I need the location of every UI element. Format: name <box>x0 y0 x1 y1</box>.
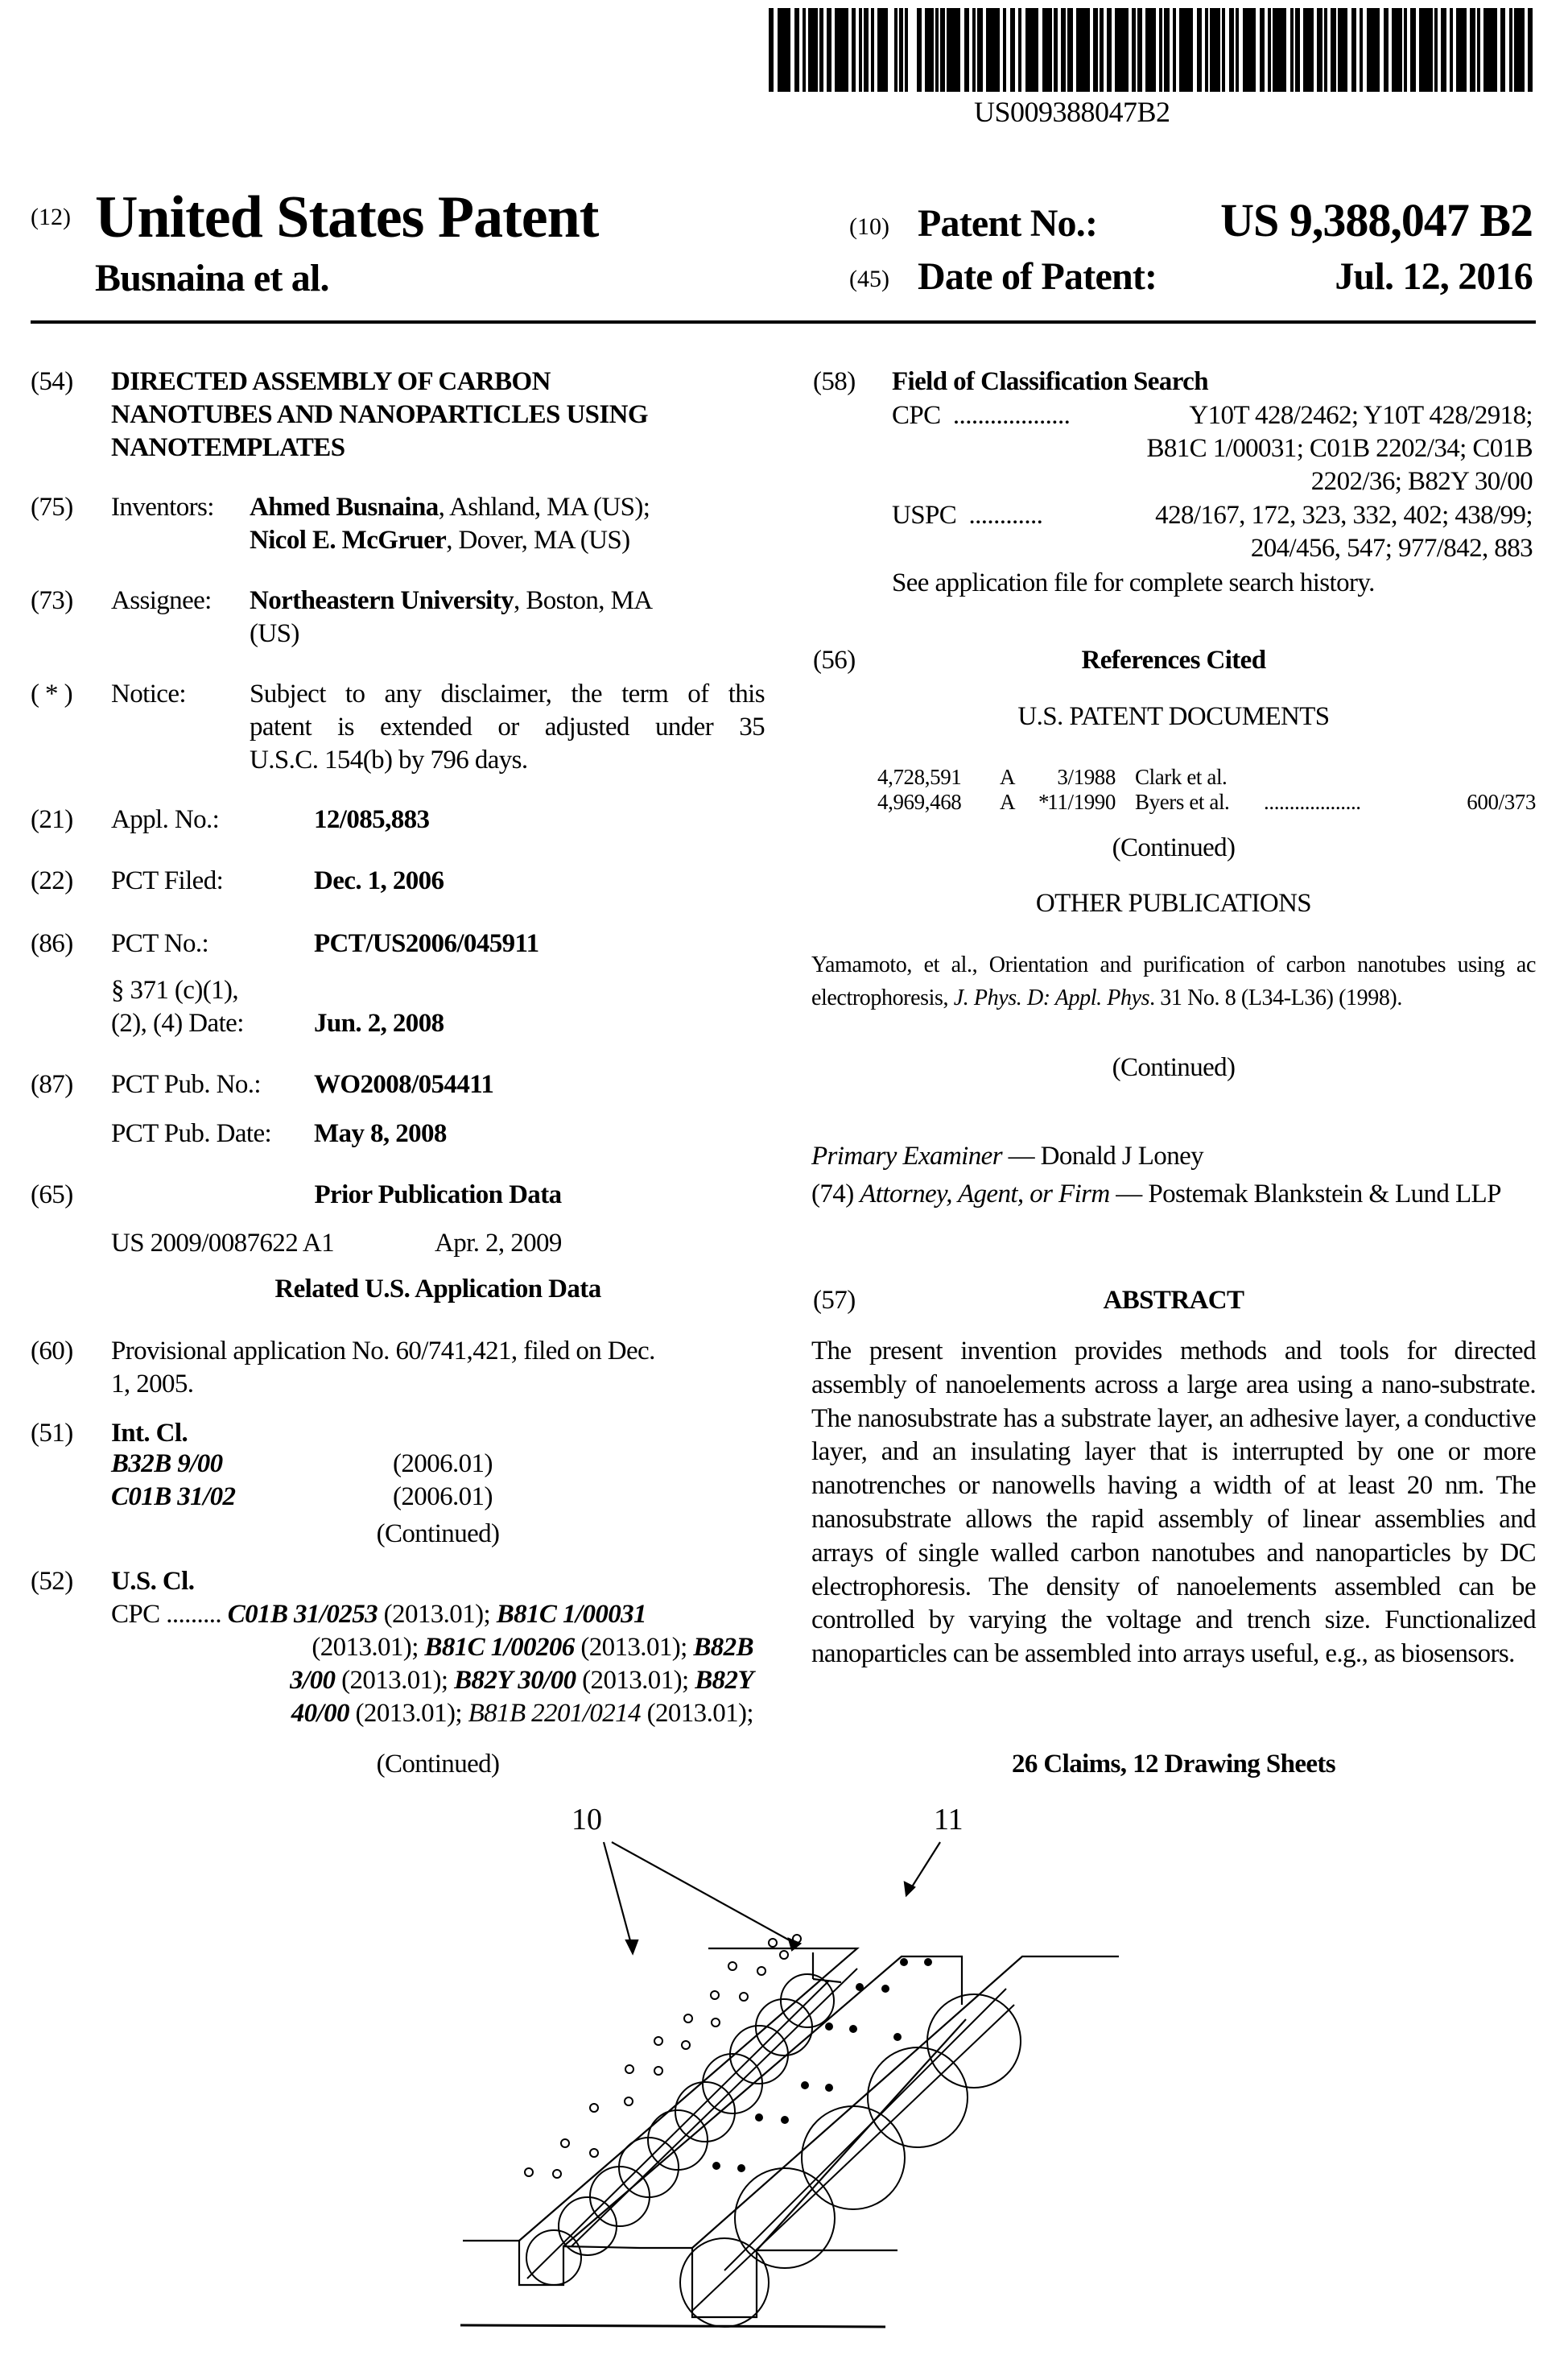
int-cl-continued: (Continued) <box>376 1519 500 1548</box>
barcode-bar <box>1338 8 1348 92</box>
other-pub-continued: (Continued) <box>1112 1053 1236 1082</box>
int-cl-1-version: (2006.01) <box>393 1449 493 1478</box>
barcode-bar <box>1419 8 1433 92</box>
pct-no: PCT/US2006/045911 <box>314 929 539 958</box>
appl-no-label: Appl. No.: <box>111 805 220 834</box>
barcode-bar <box>1042 8 1053 92</box>
int-cl-1-code: B32B 9/00 <box>111 1449 223 1478</box>
barcode-bar <box>835 8 848 92</box>
barcode-bar <box>1456 8 1467 92</box>
barcode-bar <box>877 8 888 92</box>
primary-examiner-name: Donald J Loney <box>1040 1142 1204 1171</box>
cpc-class-c01b-31-0253: C01B 31/0253 <box>227 1600 378 1629</box>
us-cl-cpc-line-3 <box>290 1664 753 1697</box>
cpc-version: (2013.01); <box>349 1699 468 1728</box>
inid-code-52: (52) <box>31 1567 73 1596</box>
cpc-class-code: B82B <box>693 1633 753 1662</box>
barcode-bar <box>1243 8 1256 92</box>
barcode-bar <box>1303 8 1314 92</box>
search-uspc-line-1: 428/167, 172, 323, 332, 402; 438/99; <box>1155 501 1533 530</box>
cpc-class-code: B82Y <box>695 1666 753 1695</box>
patent-date-label: Date of Patent: <box>918 255 1157 298</box>
int-cl-heading: Int. Cl. <box>111 1419 188 1448</box>
primary-examiner <box>811 1140 1203 1173</box>
other-pub-journal: J. Phys. D: Appl. Phys <box>953 985 1150 1010</box>
claims-and-sheets: 26 Claims, 12 Drawing Sheets <box>1011 1750 1336 1779</box>
search-cpc-line-1: Y10T 428/2462; Y10T 428/2918; <box>1189 401 1533 430</box>
cpc-class-b81c-1-00031: B81C 1/00031 <box>496 1600 646 1629</box>
ref-class: 600/373 <box>1467 790 1536 814</box>
inid-code-74: (74) <box>811 1180 854 1208</box>
barcode-bar <box>1115 8 1129 92</box>
search-history-note: See application file for complete search history. <box>892 568 1375 597</box>
provisional-line-2: 1, 2005. <box>111 1370 194 1399</box>
patent-number-label: Patent No.: <box>918 202 1098 245</box>
barcode-bar <box>1076 8 1090 92</box>
pct-pub-date: May 8, 2008 <box>314 1119 447 1148</box>
us-patent-documents-heading: U.S. PATENT DOCUMENTS <box>1017 702 1330 731</box>
inventor-1-name: Ahmed Busnaina <box>250 493 439 522</box>
field-of-search-heading: Field of Classification Search <box>892 367 1208 396</box>
ref-date: 3/1988 <box>1057 765 1116 789</box>
search-cpc-line-3: 2202/36; B82Y 30/00 <box>1310 467 1533 496</box>
search-cpc-label-text: CPC <box>892 401 941 430</box>
cpc-version: (2013.01); <box>335 1666 455 1695</box>
barcode-bar <box>947 8 960 92</box>
provisional-line-1: Provisional application No. 60/741,421, filed on Dec. <box>111 1337 655 1365</box>
inid-code-56: (56) <box>813 646 856 675</box>
barcode-bar <box>1514 8 1525 92</box>
abstract-heading: ABSTRACT <box>1103 1286 1244 1315</box>
inid-code-22: (22) <box>31 866 73 895</box>
cpc-version: (2013.01); <box>640 1699 753 1728</box>
assignee-label: Assignee: <box>111 586 212 615</box>
inventor-2-name: Nicol E. McGruer <box>250 526 447 555</box>
inventor-1 <box>250 491 650 524</box>
barcode-bar <box>778 8 791 92</box>
inid-code-86: (86) <box>31 929 73 958</box>
notice-line-2: patent is extended or adjusted under 35 <box>250 713 765 742</box>
header-divider <box>31 320 1536 324</box>
cpc-version: (2013.01); <box>574 1633 694 1662</box>
inid-code-65: (65) <box>31 1180 73 1209</box>
inid-code-54: (54) <box>31 367 73 396</box>
us-cl-cpc-dots: ......... <box>166 1600 222 1629</box>
attorney <box>811 1178 1536 1211</box>
inid-code-60: (60) <box>31 1337 73 1365</box>
em-dash: — <box>1109 1180 1149 1208</box>
prior-publication-number: US 2009/0087622 A1 <box>111 1229 335 1258</box>
em-dash: — <box>1001 1142 1041 1171</box>
barcode-bar <box>888 8 894 92</box>
notice-line-1: Subject to any disclaimer, the term of this <box>250 680 765 709</box>
inid-code-notice: ( * ) <box>31 680 72 709</box>
barcode-bar <box>1367 8 1380 92</box>
inventor-1-location: , Ashland, MA (US); <box>438 493 650 522</box>
ref-date: 11/1990 <box>1047 790 1116 814</box>
inid-code-10: (10) <box>849 213 889 240</box>
appl-no: 12/085,883 <box>314 805 430 834</box>
inid-code-21: (21) <box>31 805 73 834</box>
inid-code-57: (57) <box>813 1286 856 1315</box>
patent-number: US 9,388,047 B2 <box>1220 194 1533 246</box>
pct-pub-no: WO2008/054411 <box>314 1070 494 1099</box>
cpc-class-code: B81C 1/00206 <box>424 1633 575 1662</box>
cpc-class-code: 40/00 <box>291 1699 349 1728</box>
int-cl-2-code: C01B 31/02 <box>111 1482 236 1511</box>
assignee-name: Northeastern University <box>250 586 514 615</box>
figure-label-10: 10 <box>571 1803 602 1836</box>
barcode-bar <box>1210 8 1220 92</box>
barcode-bar <box>1483 8 1497 92</box>
prior-publication-heading: Prior Publication Data <box>314 1180 562 1209</box>
search-uspc-label-text: USPC <box>892 501 957 530</box>
ref-number: 4,969,468 <box>877 790 962 814</box>
us-cl-heading: U.S. Cl. <box>111 1567 195 1596</box>
invention-title-line-3: NANOTEMPLATES <box>111 433 345 462</box>
other-publications-heading: OTHER PUBLICATIONS <box>1035 889 1312 918</box>
pct-pub-date-label: PCT Pub. Date: <box>111 1119 272 1148</box>
barcode-bar <box>1145 8 1156 92</box>
inid-code-51: (51) <box>31 1419 73 1448</box>
us-cl-continued: (Continued) <box>376 1750 500 1779</box>
cpc-version: (2013.01); <box>576 1666 695 1695</box>
inid-code-12: (12) <box>31 204 71 230</box>
ref-dots: ................... <box>1264 790 1361 814</box>
cpc-class-code: B82Y 30/00 <box>454 1666 576 1695</box>
pct-pub-no-label: PCT Pub. No.: <box>111 1070 261 1099</box>
primary-examiner-label: Primary Examiner <box>811 1142 1002 1171</box>
ref-star: * <box>1038 790 1050 814</box>
int-cl-2-version: (2006.01) <box>393 1482 493 1511</box>
prior-publication-date: Apr. 2, 2009 <box>435 1229 562 1258</box>
search-uspc-line-2: 204/456, 547; 977/842, 883 <box>1250 534 1533 563</box>
search-uspc-dots: ............ <box>968 501 1043 530</box>
ref-number: 4,728,591 <box>877 765 962 789</box>
references-cited-heading: References Cited <box>1081 646 1266 675</box>
pct-filed-label: PCT Filed: <box>111 866 224 895</box>
ref-name: Clark et al. <box>1135 765 1228 789</box>
abstract-text: The present invention provides methods and tools for directed assembly of nanoelements across a large area using a nano-substrate. The nanosubstrate has a substrate layer, an adhesive layer, a conductive layer, and an insulating layer that is interrupted by one or more nanotrenches or nanowells having a width of at least 20 nm. The nanosubstrate allows the rapid assembly of linear assemblies and arrays of single walled carbon nanotubes and nanoparticles by DC electrophoresis. The density of nanoelements assembled can be controlled by varying the voltage and trench size. Functionalized nanoparticles can be assembled into arrays useful, e.g., as biosensors. <box>811 1337 1536 1669</box>
section-371-date: Jun. 2, 2008 <box>314 1009 444 1038</box>
related-application-heading: Related U.S. Application Data <box>274 1275 601 1304</box>
assignee-country: (US) <box>250 619 299 648</box>
figure-label-11: 11 <box>934 1803 963 1836</box>
patent-date: Jul. 12, 2016 <box>1335 255 1533 298</box>
barcode-bar <box>986 8 1000 92</box>
us-cl-cpc-label: CPC <box>111 1600 160 1629</box>
us-cl-cpc-line-2 <box>312 1631 753 1664</box>
representative-drawing <box>451 1795 1135 2351</box>
barcode-bar <box>908 8 917 92</box>
cpc-class-code: B81B 2201/0214 <box>468 1699 641 1728</box>
inventor-2-location: , Dover, MA (US) <box>446 526 630 555</box>
search-cpc-line-2: B81C 1/00031; C01B 2202/34; C01B <box>1146 434 1533 463</box>
pct-no-label: PCT No.: <box>111 929 209 958</box>
attorney-label: Attorney, Agent, or Firm <box>860 1180 1110 1208</box>
barcode-bar <box>1392 8 1402 92</box>
inventors-label: Inventors: <box>111 493 214 522</box>
inid-code-58: (58) <box>813 367 856 396</box>
attorney-name: Postemak Blankstein & Lund LLP <box>1148 1180 1501 1208</box>
invention-title-line-2: NANOTUBES AND NANOPARTICLES USING <box>111 400 648 429</box>
inventor-2 <box>250 524 630 557</box>
assignee <box>250 585 653 618</box>
notice-label: Notice: <box>111 680 186 709</box>
ref-kind: A <box>1000 790 1016 814</box>
barcode <box>769 8 1533 92</box>
other-pub-text-end: . 31 No. 8 (L34-L36) (1998). <box>1149 985 1402 1010</box>
search-cpc-dots: ................... <box>952 401 1071 430</box>
cpc-class-code: 3/00 <box>290 1666 336 1695</box>
barcode-bar <box>1025 8 1039 92</box>
inid-code-45: (45) <box>849 266 889 292</box>
barcode-number: US009388047B2 <box>974 96 1170 128</box>
notice-line-3: U.S.C. 154(b) by 796 days. <box>250 746 528 775</box>
inid-code-87: (87) <box>31 1070 73 1099</box>
barcode-bar <box>925 8 934 92</box>
section-371-label-1: § 371 (c)(1), <box>111 976 239 1005</box>
assignee-location: , Boston, MA <box>514 586 653 615</box>
barcode-bar <box>1179 8 1193 92</box>
other-pub-text: Yamamoto, et al., Orientation and purification of carbon nanotubes using ac electrophoresis, <box>811 952 1536 1010</box>
barcode-bar <box>1528 8 1533 92</box>
invention-title-line-1: DIRECTED ASSEMBLY OF CARBON <box>111 367 551 396</box>
search-uspc-label <box>892 499 1042 532</box>
pct-filed-date: Dec. 1, 2006 <box>314 866 444 895</box>
barcode-bar <box>808 8 819 92</box>
us-refs-continued: (Continued) <box>1112 833 1236 862</box>
document-title: United States Patent <box>95 184 599 250</box>
barcode-bar <box>1273 8 1286 92</box>
inid-code-73: (73) <box>31 586 73 615</box>
us-cl-cpc-line-1 <box>111 1598 646 1631</box>
first-inventor-et-al: Busnaina et al. <box>95 257 329 300</box>
inid-code-75: (75) <box>31 493 73 522</box>
search-cpc-label <box>892 399 1070 432</box>
cpc-version: (2013.01); <box>378 1600 497 1629</box>
cpc-version: (2013.01); <box>312 1633 425 1662</box>
ref-kind: A <box>1000 765 1016 789</box>
ref-name: Byers et al. <box>1135 790 1230 814</box>
us-cl-cpc-line-4 <box>291 1697 753 1730</box>
other-publication-entry <box>811 948 1536 1014</box>
section-371-label-2: (2), (4) Date: <box>111 1009 244 1038</box>
